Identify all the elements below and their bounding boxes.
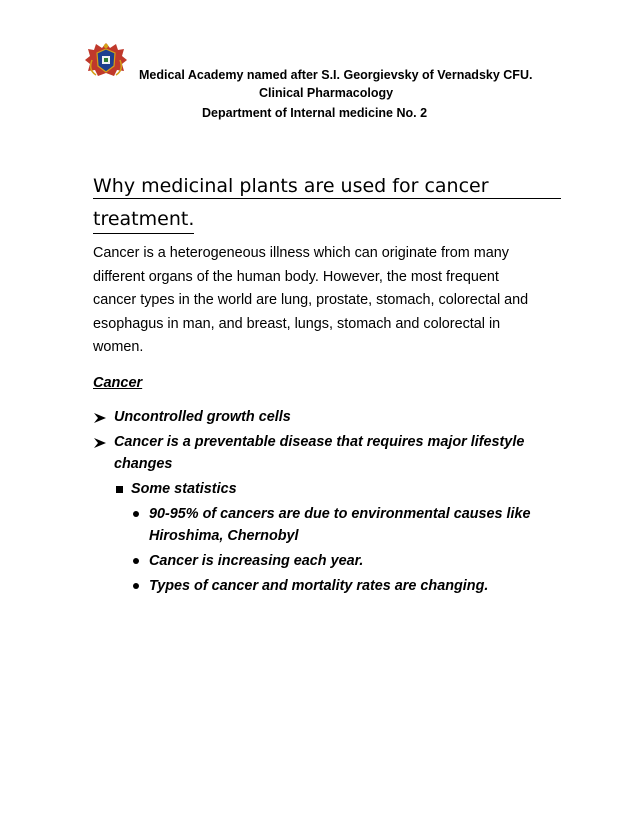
- paragraph-line: women.: [93, 339, 144, 355]
- header-department: Department of Internal medicine No. 2: [202, 106, 428, 120]
- intro-paragraph: [93, 242, 573, 360]
- document-title: [93, 172, 561, 234]
- arrow-bullet-icon: [93, 412, 107, 424]
- list-item: Cancer is a preventable disease that requires major lifestyle: [114, 434, 525, 450]
- title-line-1: Why medicinal plants are used for cancer: [93, 172, 561, 199]
- sub-list-item: Some statistics: [131, 481, 237, 497]
- title-line-2: treatment.: [93, 205, 194, 234]
- arrow-bullet-icon: [93, 437, 107, 449]
- paragraph-line: Cancer is a heterogeneous illness which can originate from many: [93, 245, 509, 261]
- paragraph-line: different organs of the human body. However, the most frequent: [93, 268, 499, 285]
- list-item-continuation: changes: [114, 456, 173, 472]
- sub-sub-list-item: 90-95% of cancers are due to environmental causes like: [149, 506, 531, 522]
- header-institution: Medical Academy named after S.I. Georgievsky of Vernadsky CFU.: [139, 68, 533, 82]
- header-subject: Clinical Pharmacology: [259, 86, 394, 100]
- sub-sub-list-item: Types of cancer and mortality rates are changing.: [149, 578, 489, 594]
- list-item: Uncontrolled growth cells: [114, 409, 291, 425]
- dot-bullet-icon: [133, 558, 139, 564]
- sub-sub-list-item-continuation: Hiroshima, Chernobyl: [149, 528, 299, 544]
- sub-sub-list-item: Cancer is increasing each year.: [149, 553, 364, 569]
- section-heading: Cancer: [93, 375, 143, 391]
- paragraph-line: cancer types in the world are lung, prostate, stomach, colorectal and: [93, 292, 529, 308]
- dot-bullet-icon: [133, 511, 139, 517]
- dot-bullet-icon: [133, 583, 139, 589]
- square-bullet-icon: [116, 486, 123, 493]
- academy-emblem-icon: [84, 40, 128, 80]
- paragraph-line: esophagus in man, and breast, lungs, stomach and colorectal in: [93, 315, 501, 332]
